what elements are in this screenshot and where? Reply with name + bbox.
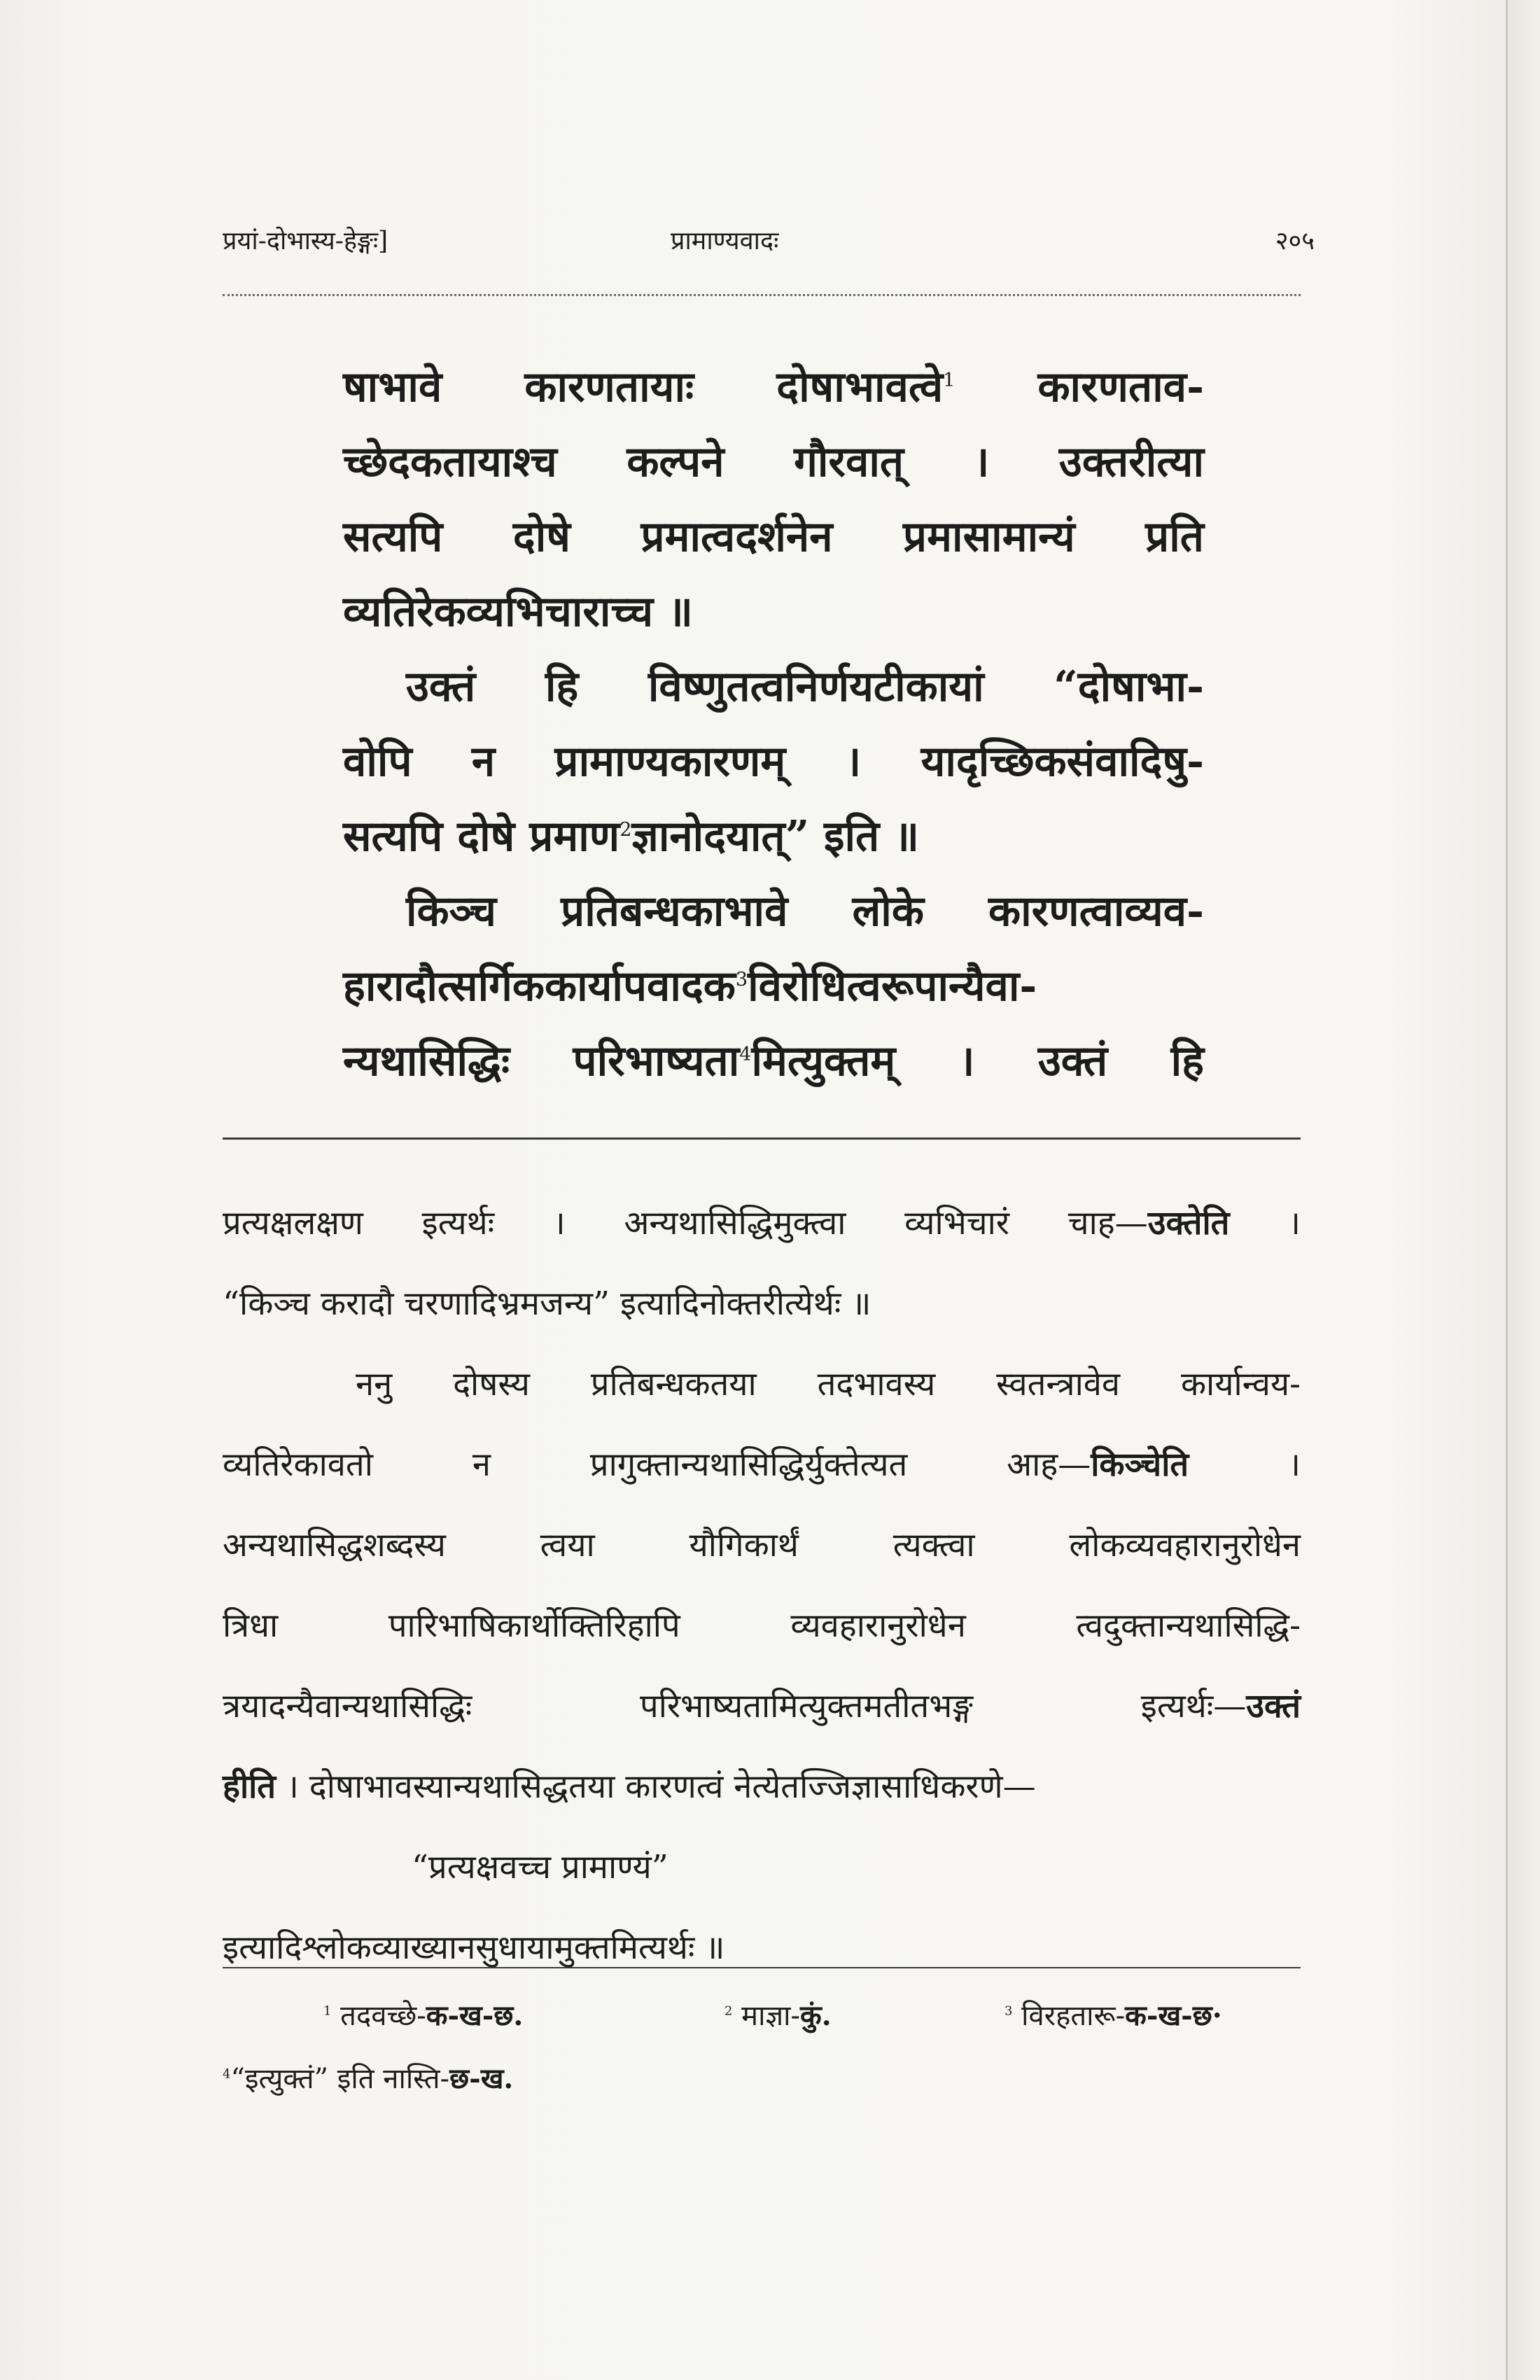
pratika: उक्तं	[1246, 1687, 1301, 1726]
running-header	[223, 223, 1315, 272]
commentary-line: हीति । दोषाभावस्यान्यथासिद्धतया कारणत्वं नेत्येतज्जिज्ञासाधिकरणे—	[223, 1768, 1036, 1806]
footnote-rule	[223, 1967, 1301, 1968]
pratika: हीति	[223, 1768, 276, 1806]
header-rule	[223, 294, 1301, 296]
main-line: सत्यपि दोषे प्रमाण$^2$ज्ञानोदयात्” इति ॥	[343, 812, 920, 861]
footnote-ref: 4	[739, 1044, 752, 1065]
pratika: किञ्चेति	[1091, 1446, 1189, 1484]
commentary-line: त्रिधा पारिभाषिकार्थोक्तिरिहापि व्यवहारानुरोधेन त्वदुक्तान्यथासिद्धि-	[223, 1606, 1301, 1645]
commentary-line: ननु दोषस्य प्रतिबन्धकतया तदभावस्य स्वतन्त्रावेव कार्यान्वय-	[356, 1365, 1301, 1404]
main-line: किञ्च प्रतिबन्धकाभावे लोके कारणत्वाव्यव-	[406, 887, 1204, 936]
page-edge	[1506, 0, 1540, 2380]
main-line: वोपि न प्रामाण्यकारणम् । यादृच्छिकसंवादिषु-	[343, 737, 1204, 786]
quoted-verse: “प्रत्यक्षवच्च प्रामाण्यं”	[412, 1848, 668, 1886]
footnote-ref: 3	[735, 969, 748, 990]
main-line: च्छेदकतायाश्च कल्पने गौरवात् । उक्तरीत्या	[343, 438, 1204, 486]
main-line: सत्यपि दोषे प्रमात्वदर्शनेन प्रमासामान्यं प्रति	[343, 512, 1204, 561]
commentary-line: प्रत्यक्षलक्षण इत्यर्थः । अन्यथासिद्धिमुक्त्वा व्यभिचारं चाह—उक्तेति ।	[223, 1204, 1301, 1242]
footnote-1: $^1$ तदवच्छे-क-ख-छ.	[323, 1999, 524, 2032]
footnote-3: $^3$ विरहतारू-क-ख-छ·	[1004, 1999, 1222, 2032]
commentary-line: अन्यथासिद्धशब्दस्य त्वया यौगिकार्थं त्यक्त्वा लोकव्यवहारानुरोधेन	[223, 1526, 1301, 1564]
footnote-4: $^4$“इत्युक्तं” इति नास्ति-छ-ख.	[223, 2062, 514, 2095]
footnote-2: $^2$ माज्ञा-कुं.	[724, 1999, 832, 2032]
main-line: उक्तं हि विष्णुतत्वनिर्णयटीकायां “दोषाभा-	[406, 662, 1204, 711]
main-line: षाभावे कारणतायाः दोषाभावत्वे$^1$ कारणताव-	[343, 363, 1205, 412]
pratika: उक्तेति	[1147, 1204, 1230, 1242]
commentary-line: “किञ्च करादौ चरणादिभ्रमजन्य” इत्यादिनोक्तरीत्येर्थः ॥	[223, 1284, 872, 1323]
commentary-line: त्रयादन्यैवान्यथासिद्धिः परिभाष्यतामित्युक्तमतीतभङ्ग इत्यर्थः—उक्तं	[223, 1687, 1301, 1726]
commentary-rule	[223, 1138, 1301, 1140]
commentary-line: व्यतिरेकावतो न प्रागुक्तान्यथासिद्धिर्युक्तेत्यत आह—किञ्चेति ।	[223, 1446, 1301, 1484]
main-text	[343, 350, 1204, 1099]
footnote-ref: 2	[620, 819, 632, 841]
main-line: न्यथासिद्धिः परिभाष्यता$^4$मित्युक्तम् । उक्तं हि	[343, 1037, 1204, 1086]
header-title: प्रामाण्यवादः	[671, 227, 779, 255]
header-left-text: प्रयां-दोभास्य-हेङ्गः]	[223, 227, 388, 255]
commentary-line: इत्यादिश्लोकव्याख्यानसुधायामुक्तमित्यर्थः ॥	[223, 1928, 725, 1967]
footnote-ref: 1	[943, 370, 955, 391]
main-line: हारादौत्सर्गिककार्यापवादक$^3$विरोधित्वरूपान्यैवा-	[343, 962, 1037, 1011]
main-line: व्यतिरेकव्यभिचाराच्च ॥	[343, 587, 693, 636]
commentary-text	[223, 1183, 1301, 1988]
page-number: २०५	[1275, 227, 1315, 255]
